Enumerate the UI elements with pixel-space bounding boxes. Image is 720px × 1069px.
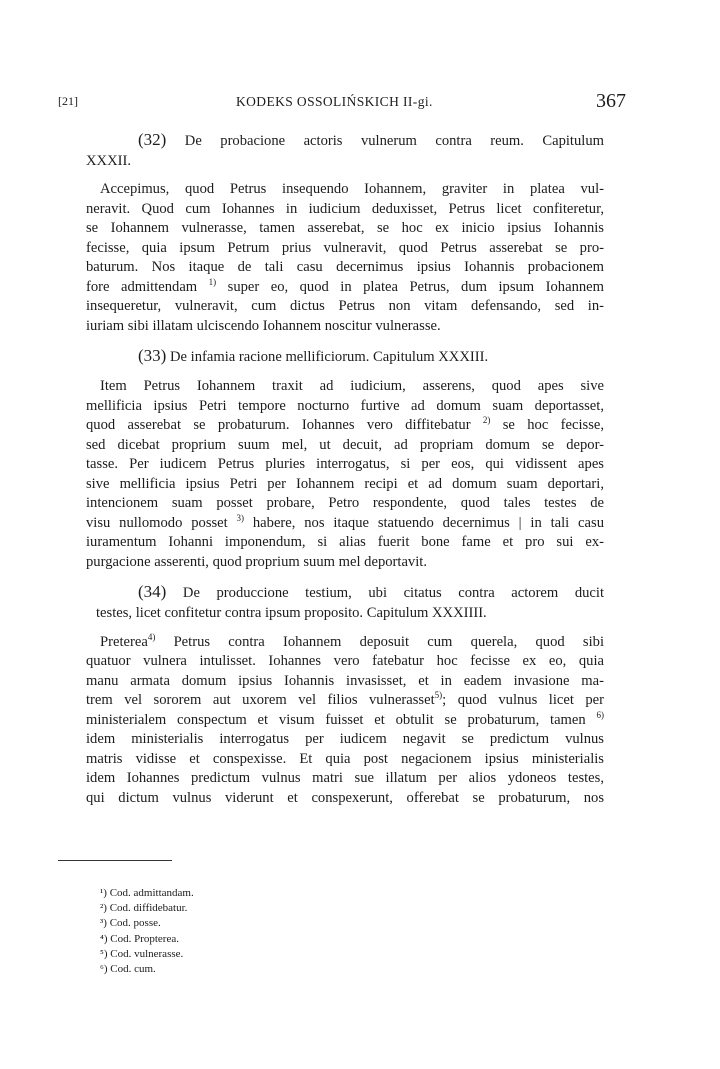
footnote: ⁶) Cod. cum. <box>100 963 156 976</box>
text-line: baturum. Nos itaque de tali casu decernimus ipsius Iohannis probacionem <box>86 259 604 276</box>
text-line: intencionem suam posset probare, Petro respondente, quod tales testes de <box>86 495 604 512</box>
text-line: qui dictum vulnus viderunt et conspexerunt, offerebat se probaturum, nos <box>86 789 604 806</box>
footnote: ¹) Cod. admittandam. <box>100 887 194 899</box>
page-section-number: [21] <box>58 94 78 108</box>
text-line: quatuor vulnera intulisset. Iohannes vero fatebatur hoc fecisse ex eo, quia <box>86 653 604 670</box>
text-line: manu armata domum ipsius Iohannis invasisset, et in eadem invasione ma- <box>86 672 604 689</box>
text-line: matris vidisse et conspexisse. Et quia post negacionem ipsius ministerialis <box>86 750 604 767</box>
text-line: Accepimus, quod Petrus insequendo Iohannem, graviter in platea vul- <box>100 181 604 198</box>
footnote-marker: 6) <box>596 709 604 720</box>
running-title: KODEKS OSSOLIŃSKICH II-gi. <box>236 94 433 109</box>
text-line: visu nullomodo posset $^{3)}$ habere, nos itaque statuendo decernimus | in tali casu <box>86 512 604 531</box>
heading-line: De produccione testium, ubi citatus contra actorem ducit <box>182 585 605 602</box>
text-line: fore admittendam $^{1)}$ super eo, quod in platea Petrus, dum ipsum Iohannem <box>86 276 604 295</box>
body-text <box>86 130 604 809</box>
footnote-marker: 1) <box>208 276 217 287</box>
footnote-divider <box>58 860 172 861</box>
page-number: 367 <box>596 90 626 112</box>
text-line: iuriam sibi illatam ulciscendo Iohannem noscitur vulnerasse. <box>86 317 441 334</box>
footnotes <box>100 886 194 977</box>
section-heading <box>86 346 604 368</box>
text-line: fecisse, quia ipsum Petrum prius vulneravit, quod Petrus asserebat se pro- <box>86 239 604 256</box>
text-line: se Iohannem vulnerasse, tamen asserebat, se hoc ex inicio ipsius Iohannis <box>86 220 604 237</box>
heading-line: De infamia racione mellificiorum. Capitulum XXXIII. <box>169 349 489 366</box>
section-number: (34) <box>138 582 167 602</box>
text-line: trem vel sororem aut uxorem vel filios vulnerasset$^{5)}$; quod vulnus licet per <box>86 690 604 709</box>
section-number: (33) <box>138 346 167 366</box>
page-header <box>58 92 626 116</box>
text-line: Item Petrus Iohannem traxit ad iudicium, asserens, quod apes sive <box>100 378 604 395</box>
footnote: ²) Cod. diffidebatur. <box>100 902 188 915</box>
text-line: mellificia ipsius Petri tempore nocturno furtive ad domum suam deportasset, <box>86 397 604 414</box>
footnote: ⁵) Cod. vulnerasse. <box>100 947 184 960</box>
footnote: ⁴) Cod. Propterea. <box>100 932 179 945</box>
text-line: purgacione asserenti, quod proprium suum mel deportavit. <box>86 553 427 570</box>
section-heading <box>86 582 604 604</box>
text-line: iuramentum Iohanni imponendum, si alias fuerit bone fame et pro sui ex- <box>86 534 604 551</box>
text-line: Preterea$^{4)}$ Petrus contra Iohannem deposuit cum querela, quod sibi <box>100 631 604 650</box>
heading-line: XXXII. <box>86 152 131 169</box>
text-line: sive mellificia ipsius Petri per Iohannem recipi et ad domum suam deportari, <box>86 475 604 492</box>
text-line: tasse. Per iudicem Petrus pluries interrogatus, si per eos, qui vidissent apes <box>86 456 604 473</box>
text-line: ministerialem conspectum et visum fuisset et obtulit se probaturum, tamen $^{6)}$ <box>86 709 604 728</box>
text-line: neravit. Quod cum Iohannes in iudicium deduxisset, Petrus licet confiteretur, <box>86 200 604 217</box>
text-line: insequeretur, vulneravit, cum dictus Petrus non vitam defensando, sed in- <box>86 298 604 315</box>
heading-line: De probacione actoris vulnerum contra reum. Capitulum <box>184 133 604 149</box>
footnote-marker: 3) <box>236 512 245 523</box>
footnote: ³) Cod. posse. <box>100 917 161 930</box>
section-number: (32) <box>138 130 167 149</box>
footnote-marker: 4) <box>147 631 156 642</box>
section-heading <box>86 130 604 152</box>
footnote-marker: 5) <box>434 690 443 701</box>
footnote-marker: 2) <box>482 415 491 426</box>
text-line: idem Iohannes predictum vulnus matri sue illatum per alios ydoneos testes, <box>86 770 604 787</box>
heading-line: testes, licet confitetur contra ipsum proposito. Capitulum XXXIIII. <box>96 605 487 622</box>
text-line: quod asserebat se probaturum. Iohannes vero diffitebatur $^{2)}$ se hoc fecisse, <box>86 415 604 434</box>
text-line: idem ministerialis interrogatus per iudicem negavit se predictum vulnus <box>86 731 604 748</box>
text-line: sed dicebat proprium suum mel, ut decuit, ad propriam domum se depor- <box>86 436 604 453</box>
